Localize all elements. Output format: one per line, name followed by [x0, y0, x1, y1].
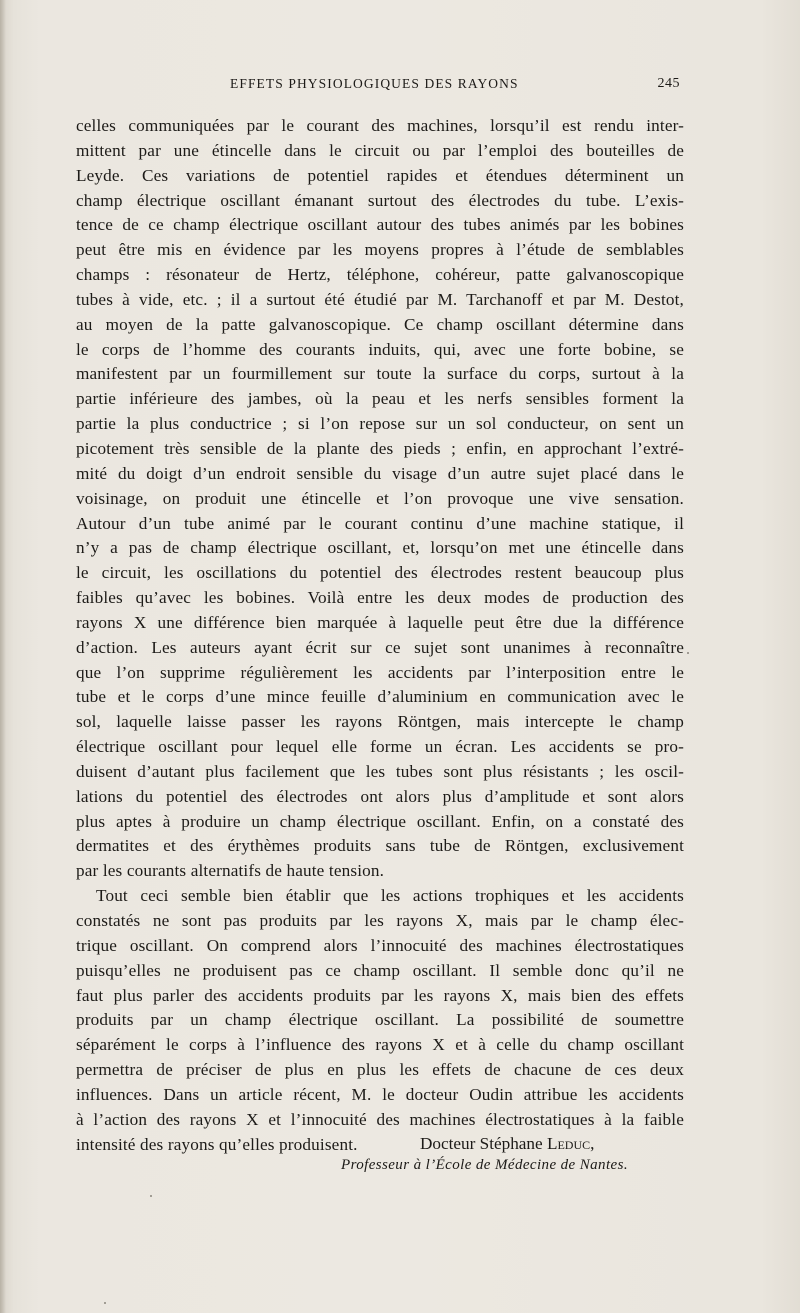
paper-speck [150, 1195, 152, 1197]
page-binding-edge [0, 0, 6, 1313]
text-line: produits par un champ électrique oscillant. La possibilité de soumettre [76, 1010, 684, 1030]
text-line: puisqu’elles ne produisent pas ce champ oscillant. Il semble donc qu’il ne [76, 960, 684, 980]
text-line: tubes à vide, etc. ; il a surtout été étudié par M. Tarchanoff et par M. Destot, [76, 289, 684, 309]
text-line: à l’action des rayons X et l’innocuité des machines électrostatiques à la faible [76, 1109, 684, 1129]
text-line: le circuit, les oscillations du potentiel des électrodes restent beaucoup plus [76, 563, 684, 583]
paragraph-end-line: par les courants alternatifs de haute tension. [76, 861, 385, 881]
text-line: tence de ce champ électrique oscillant autour des tubes animés par les bobines [76, 215, 684, 235]
text-line: au moyen de la patte galvanoscopique. Ce champ oscillant détermine dans [76, 314, 684, 334]
paragraph-end-line: intensité des rayons qu’elles produisent. [76, 1134, 358, 1154]
text-line: plus aptes à produire un champ électrique oscillant. Enfin, on a constaté des [76, 811, 684, 831]
text-line: faut plus parler des accidents produits par les rayons X, mais bien des effets [76, 985, 684, 1005]
text-line: séparément le corps à l’influence des rayons X et à celle du champ oscillant [76, 1035, 684, 1055]
text-line: tube et le corps d’une mince feuille d’aluminium en communication avec le [76, 687, 684, 707]
text-line: rayons X une différence bien marquée à laquelle peut être due la différence [76, 612, 684, 632]
text-line: mité du doigt d’un endroit sensible du visage d’un autre sujet placé dans le [76, 463, 684, 483]
text-line: partie la plus conductrice ; si l’on repose sur un sol conducteur, on sent un [76, 414, 684, 434]
text-line: dermatites et des érythèmes produits sans tube de Röntgen, exclusivement [76, 836, 684, 856]
author-surname: Leduc [546, 1134, 591, 1153]
author-signature [420, 1134, 594, 1154]
text-line: duisent d’autant plus facilement que les tubes sont plus résistants ; les oscil- [76, 761, 684, 781]
text-line: peut être mis en évidence par les moyens propres à l’étude de semblables [76, 240, 684, 260]
text-line: picotement très sensible de la plante des pieds ; enfin, en approchant l’extré- [76, 438, 684, 458]
text-line: constatés ne sont pas produits par les rayons X, mais par le champ élec- [76, 911, 684, 930]
body-text [76, 114, 684, 1157]
text-line: influences. Dans un article récent, M. le docteur Oudin attribue les accidents [76, 1084, 684, 1104]
text-line: sol, laquelle laisse passer les rayons Röntgen, mais intercepte le champ [76, 712, 684, 732]
text-line: le corps de l’homme des courants induits, qui, avec une forte bobine, se [76, 339, 684, 359]
paragraph-start-line: Tout ceci semble bien établir que les actions trophiques et les accidents [96, 886, 684, 906]
running-title: EFFETS PHYSIOLOGIQUES DES RAYONS [230, 76, 519, 91]
text-line: permettra de préciser de plus en plus les effets de chacune de ces deux [76, 1060, 684, 1080]
paper-speck [687, 652, 689, 654]
text-line: Leyde. Ces variations de potentiel rapides et étendues déterminent un [76, 165, 684, 185]
author-affiliation: Professeur à l’École de Médecine de Nantes. [341, 1157, 628, 1173]
author-name-prefix: Docteur Stéphane [420, 1134, 547, 1153]
running-head [70, 76, 680, 96]
text-line: que l’on supprime régulièrement les accidents par l’interposition entre le [76, 662, 684, 682]
text-line: électrique oscillant pour lequel elle forme un écran. Les accidents se pro- [76, 737, 684, 757]
text-line: faibles qu’avec les bobines. Voilà entre les deux modes de production des [76, 588, 684, 608]
text-line: champs : résonateur de Hertz, téléphone, cohéreur, patte galvanoscopique [76, 265, 684, 285]
text-line: voisinage, on produit une étincelle et l’on provoque une vive sensation. [76, 488, 684, 508]
text-line: Autour d’un tube animé par le courant continu d’une machine statique, il [76, 513, 684, 533]
paper-speck [104, 1302, 106, 1304]
text-line: champ électrique oscillant émanant surtout des électrodes du tube. L’exis- [76, 190, 684, 210]
text-line: mittent par une étincelle dans le circuit ou par l’emploi des bouteilles de [76, 140, 684, 160]
text-line: lations du potentiel des électrodes ont alors plus d’amplitude et sont alors [76, 786, 684, 806]
text-line: trique oscillant. On comprend alors l’innocuité des machines électrostatiques [76, 935, 684, 955]
text-line: partie inférieure des jambes, où la peau et les nerfs sensibles forment la [76, 389, 684, 409]
text-line: d’action. Les auteurs ayant écrit sur ce sujet sont unanimes à reconnaître [76, 637, 684, 657]
text-line: celles communiquées par le courant des machines, lorsqu’il est rendu inter- [76, 116, 684, 135]
text-line: manifestent par un fourmillement sur toute la surface du corps, surtout à la [76, 364, 684, 384]
page-number: 245 [657, 76, 680, 91]
text-line: n’y a pas de champ électrique oscillant, et, lorsqu’on met une étincelle dans [76, 538, 684, 558]
author-name-suffix: , [590, 1134, 595, 1153]
